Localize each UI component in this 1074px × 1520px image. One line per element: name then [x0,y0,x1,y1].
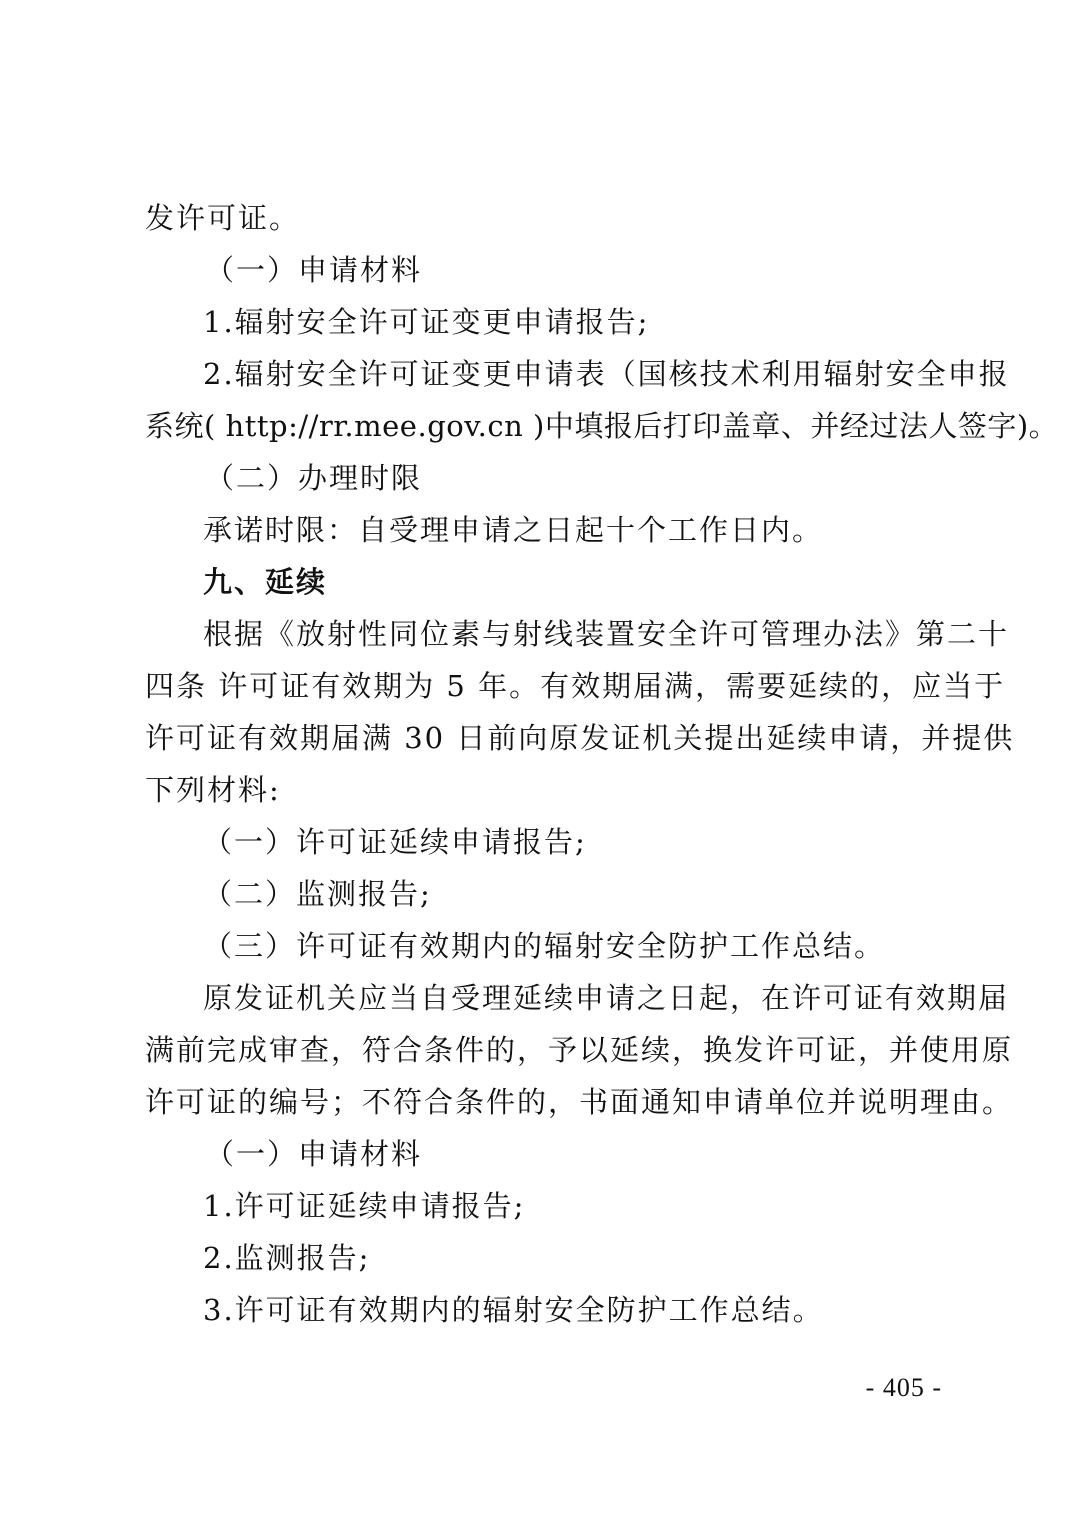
text-line: 许可证有效期届满 30 日前向原发证机关提出延续申请，并提供 [145,721,1015,755]
list-item: 3.许可证有效期内的辐射安全防护工作总结。 [203,1293,824,1327]
subsection-heading: （一）申请材料 [205,1137,423,1171]
list-item: 1.许可证延续申请报告; [203,1189,526,1223]
subsection-heading: （二）办理时限 [205,461,423,495]
text-line: 四条 许可证有效期为 5 年。有效期届满，需要延续的，应当于 [145,669,1006,703]
list-item: 1.辐射安全许可证变更申请报告; [203,305,650,339]
text-line: 原发证机关应当自受理延续申请之日起，在许可证有效期届 [203,981,1010,1015]
section-heading: 九、延续 [203,565,328,599]
text-line: 根据《放射性同位素与射线装置安全许可管理办法》第二十 [203,617,1010,651]
text-line: 下列材料: [145,773,281,807]
list-item: （三）许可证有效期内的辐射安全防护工作总结。 [203,929,886,963]
list-item: （二）监测报告; [203,877,432,911]
text-line: 许可证的编号；不符合条件的，书面通知申请单位并说明理由。 [145,1085,1014,1119]
text-line: 系统( http://rr.mee.gov.cn )中填报后打印盖章、并经过法人签字)。 [145,409,1059,443]
list-item: （一）许可证延续申请报告; [203,825,587,859]
text-line: 满前完成审查，符合条件的，予以延续，换发许可证，并使用原 [145,1033,1014,1067]
text-line: 发许可证。 [145,201,301,235]
list-item: 2.辐射安全许可证变更申请表（国核技术利用辐射安全申报 [203,357,1010,391]
list-item: 2.监测报告; [203,1241,371,1275]
subsection-heading: （一）申请材料 [205,253,423,287]
text-line: 承诺时限：自受理申请之日起十个工作日内。 [203,513,824,547]
page-number: - 405 - [865,1373,942,1402]
